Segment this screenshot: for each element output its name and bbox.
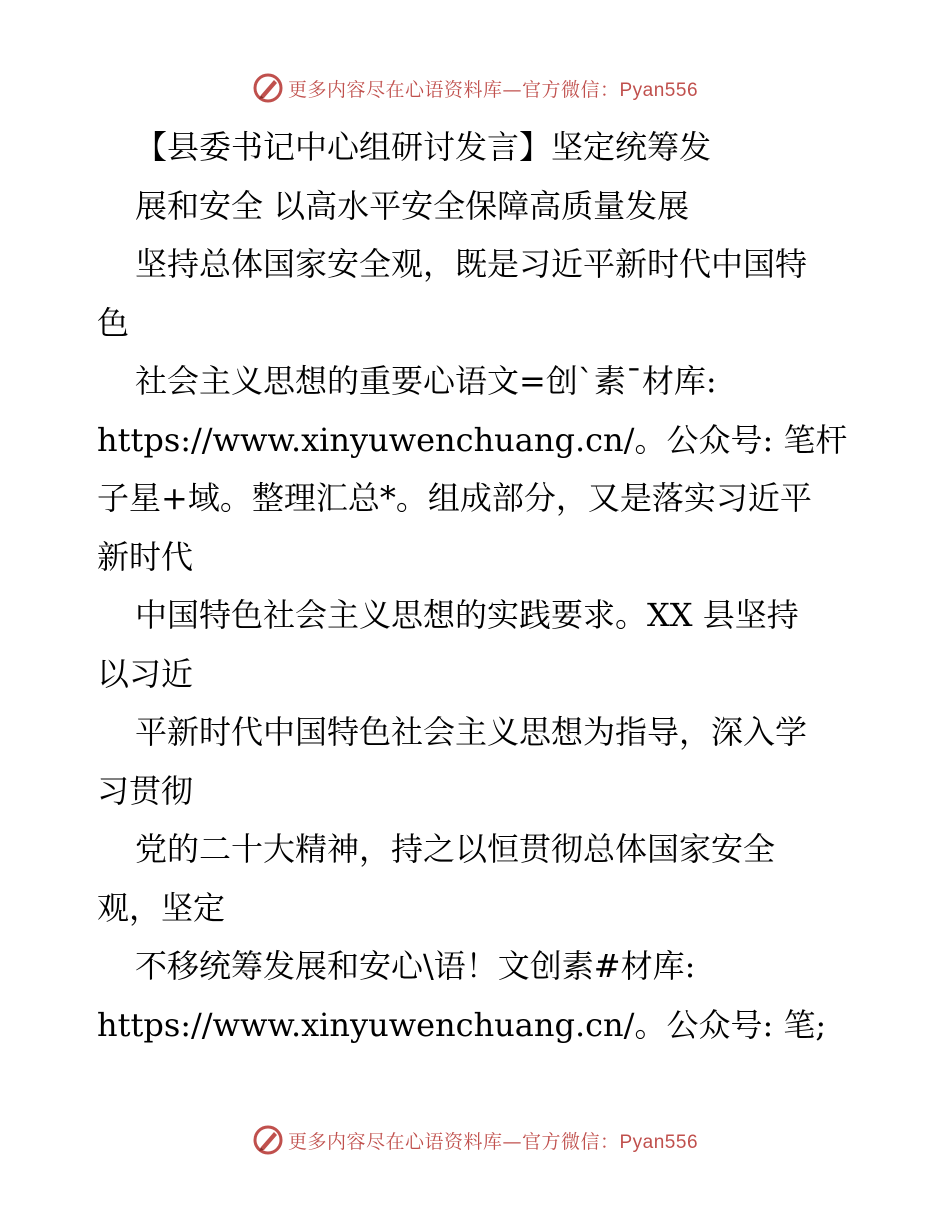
footer-banner: [0, 1120, 950, 1160]
paragraph-line: 习贯彻: [97, 771, 194, 810]
paragraph-line: 新时代: [97, 537, 194, 576]
paragraph-line: 坚持总体国家安全观，既是习近平新时代中国特: [135, 245, 808, 283]
header-banner-text: 更多内容尽在心语资料库—官方微信：Pyan556: [287, 78, 699, 101]
header-banner: [0, 68, 950, 108]
title-line-1: 【县委书记中心组研讨发言】坚定统筹发: [135, 128, 712, 166]
paragraph-line: 色: [97, 303, 130, 342]
url-line: [97, 411, 867, 470]
paragraph-line: 平新时代中国特色社会主义思想为指导，深入学: [135, 713, 808, 751]
paragraph-line: 党的二十大精神，持之以恒贯彻总体国家安全: [135, 830, 776, 868]
pen-logo-icon: [252, 1124, 284, 1156]
header-wechat-id: Pyan556: [619, 79, 699, 101]
url-text: https://www.xinyuwenchuang.cn/。公众号: 笔杆: [97, 420, 848, 459]
url-line: [97, 996, 867, 1055]
paragraph-line: 子星+域。整理汇总*。组成部分，又是落实习近平: [97, 479, 812, 517]
paragraph-line: 社会主义思想的重要心语文=创`素¯材库:: [135, 362, 717, 400]
document-body: [97, 118, 867, 1054]
paragraph-line: 中国特色社会主义思想的实践要求。XX 县坚持: [135, 596, 799, 634]
paragraph-line: 以习近: [97, 654, 194, 693]
title-line-2: 展和安全 以高水平安全保障高质量发展: [135, 186, 690, 225]
footer-wechat-id: Pyan556: [619, 1131, 699, 1153]
pen-logo-icon: [252, 72, 284, 104]
footer-banner-text: 更多内容尽在心语资料库—官方微信：Pyan556: [287, 1130, 699, 1153]
paragraph-line: 观，坚定: [97, 888, 226, 927]
url-text: https://www.xinyuwenchuang.cn/。公众号: 笔;: [97, 1005, 827, 1044]
paragraph-line: 不移统筹发展和安心\语！文创素#材库:: [135, 947, 696, 985]
